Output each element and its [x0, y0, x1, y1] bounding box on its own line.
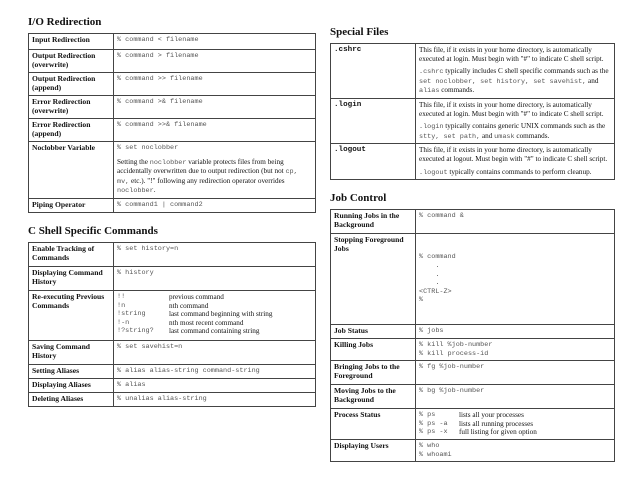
row-label: Job Status [331, 325, 416, 339]
row-label: Moving Jobs to the Background [331, 385, 416, 409]
table-row [29, 364, 316, 378]
file-name: .logout [331, 144, 416, 180]
row-command: % command1 | command2 [114, 198, 316, 212]
row-label: Output Redirection (append) [29, 73, 114, 96]
noclobber-description: Setting the noclobber variable protects files from being accidentally overwritten due to output redirection (but not cp, mv, etc.). "!" following any redirection operator overrides noclobber. [117, 157, 298, 196]
file-name: .cshrc [331, 44, 416, 99]
table-row [29, 198, 316, 212]
row-label: Displaying Command History [29, 266, 114, 290]
row-command: % jobs [416, 325, 615, 339]
reexec-cell [114, 290, 316, 340]
row-command: % kill %job-number % kill process-id [416, 339, 615, 361]
file-description: This file, if it exists in your home directory, is automatically executed at login. Must begin with "#" to indicate C shell script. .cshrc typically includes C shell specific commands such as the set noclobber, set history, set savehist, and alias commands. [416, 44, 615, 99]
table-row [331, 385, 615, 409]
table-row [29, 266, 316, 290]
io-table [28, 33, 316, 213]
row-label: Displaying Aliases [29, 378, 114, 392]
table-row [331, 325, 615, 339]
table-row [331, 440, 615, 462]
row-label: Running Jobs in the Background [331, 210, 416, 234]
table-row [331, 210, 615, 234]
row-label: Enable Tracking of Commands [29, 242, 114, 266]
row-command: % fg %job-number [416, 361, 615, 385]
row-command: % history [114, 266, 316, 290]
jobs-title: Job Control [330, 192, 387, 205]
table-row [29, 142, 316, 199]
table-row [29, 50, 316, 73]
table-row [331, 144, 615, 180]
row-label: Stopping Foreground Jobs [331, 234, 416, 325]
row-command: % command >> filename [114, 73, 316, 96]
row-command: % unalias alias-string [114, 392, 316, 406]
special-files-table [330, 43, 615, 180]
row-label: Output Redirection (overwrite) [29, 50, 114, 73]
row-label: Re-executing Previous Commands [29, 290, 114, 340]
row-command: % set savehist=n [114, 340, 316, 364]
table-row [29, 96, 316, 119]
row-label: Piping Operator [29, 198, 114, 212]
row-label: Process Status [331, 409, 416, 440]
file-name: .login [331, 98, 416, 143]
io-title: I/O Redirection [28, 16, 102, 28]
right-column [330, 26, 615, 462]
special-title: Special Files [330, 26, 389, 38]
row-label: Noclobber Variable [29, 142, 114, 199]
row-command: % set noclobber [117, 144, 179, 152]
table-row [331, 361, 615, 385]
left-column [28, 16, 316, 407]
row-label: Error Redirection (append) [29, 119, 114, 142]
list-item: !?string? last command containing string [117, 327, 260, 336]
row-label: Deleting Aliases [29, 392, 114, 406]
noclobber-cell [114, 142, 316, 199]
row-command: % alias [114, 378, 316, 392]
row-command: % command . . . <CTRL-Z> % [416, 234, 615, 325]
row-label: Killing Jobs [331, 339, 416, 361]
table-row [29, 378, 316, 392]
table-row [29, 392, 316, 406]
list-item: !-n nth most recent command [117, 318, 244, 327]
row-command: % command >>& filename [114, 119, 316, 142]
table-row [29, 73, 316, 96]
table-row [331, 409, 615, 440]
file-description: This file, if it exists in your home directory, is automatically executed at logout. Must begin with "#" to indicate C shell script. .logout typically contains commands to perform cleanup. [416, 144, 615, 180]
table-row [29, 34, 316, 50]
table-row [331, 44, 615, 99]
table-row [331, 98, 615, 143]
table-row [331, 339, 615, 361]
row-command: % command < filename [114, 34, 316, 50]
row-label: Error Redirection (overwrite) [29, 96, 114, 119]
cshell-title: C Shell Specific Commands [28, 224, 158, 237]
list-item: % ps -a lists all running processes [419, 419, 534, 428]
row-command: % bg %job-number [416, 385, 615, 409]
table-row [29, 340, 316, 364]
row-label: Saving Command History [29, 340, 114, 364]
row-command: % set history=n [114, 242, 316, 266]
cshell-table [28, 242, 316, 407]
row-command: % who % whoami [416, 440, 615, 462]
process-cell [416, 409, 615, 440]
row-label: Displaying Users [331, 440, 416, 462]
list-item: !n nth command [117, 301, 209, 310]
row-label: Setting Aliases [29, 364, 114, 378]
list-item: % ps -x full listing for given option [419, 428, 537, 437]
row-label: Bringing Jobs to the Foreground [331, 361, 416, 385]
table-row [29, 119, 316, 142]
list-item: !! previous command [117, 292, 224, 301]
list-item: % ps lists all your processes [419, 411, 524, 420]
row-command: % command >& filename [114, 96, 316, 119]
job-control-table [330, 209, 615, 462]
file-description: This file, if it exists in your home directory, is automatically executed at login. Must begin with "#" to indicate C shell script. .login typically contains generic UNIX commands such as the stty, set path, and umask commands. [416, 98, 615, 143]
row-command: % command & [416, 210, 615, 234]
table-row [29, 242, 316, 266]
row-command: % command > filename [114, 50, 316, 73]
row-label: Input Redirection [29, 34, 114, 50]
row-command: % alias alias-string command-string [114, 364, 316, 378]
list-item: !string last command beginning with string [117, 310, 273, 319]
table-row [331, 234, 615, 325]
table-row [29, 290, 316, 340]
